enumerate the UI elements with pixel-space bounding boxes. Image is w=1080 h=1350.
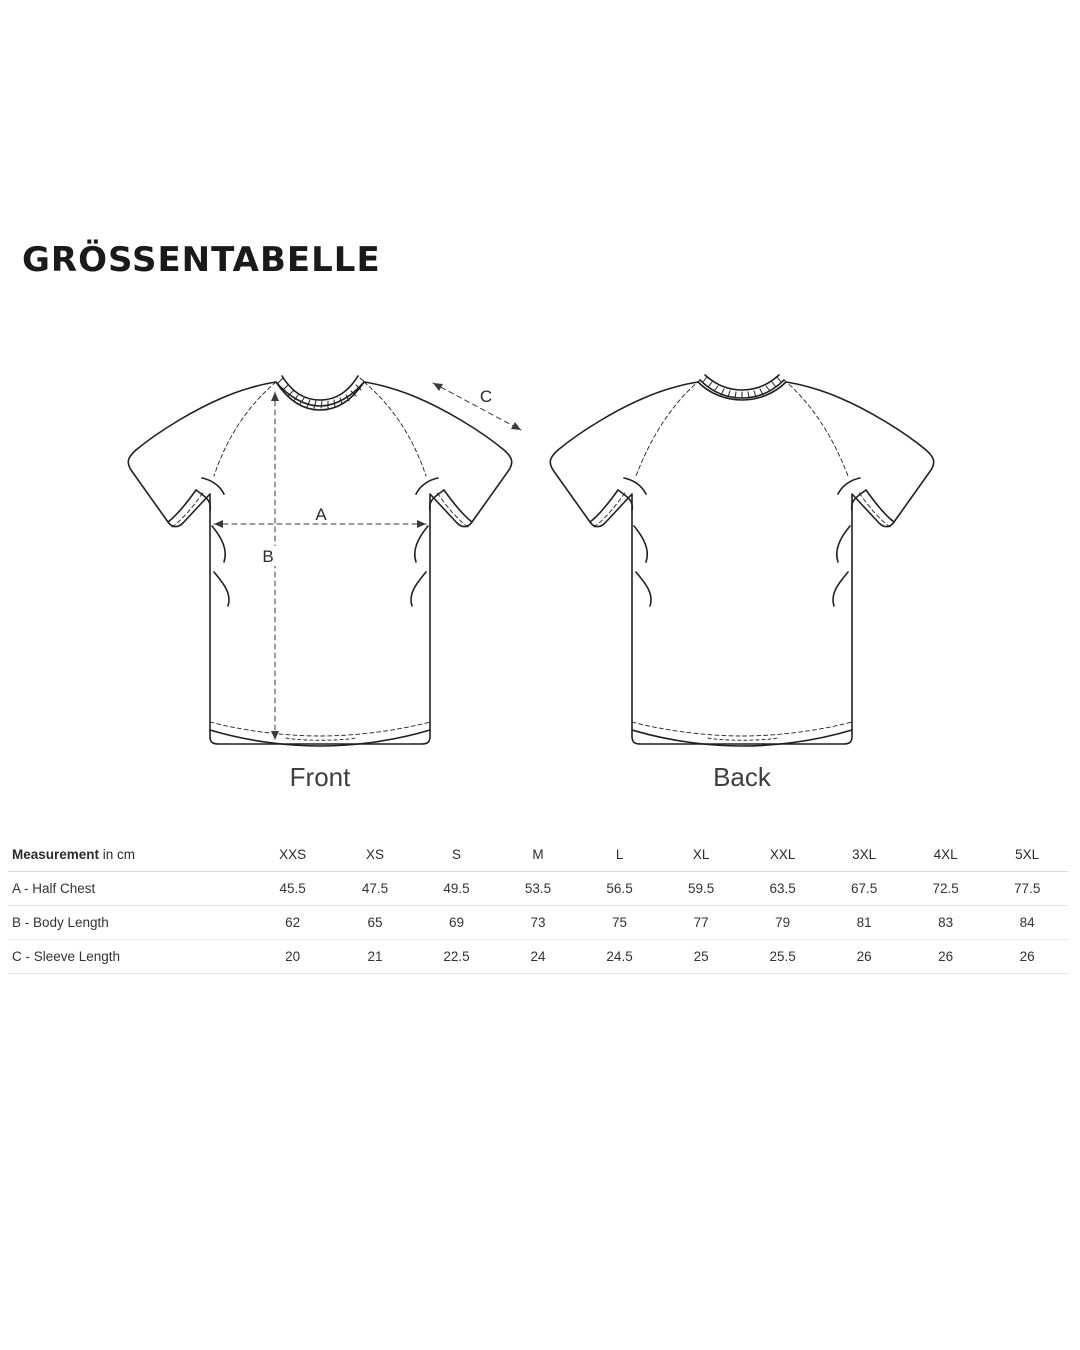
cell-body-length-s: 69 [416, 906, 498, 940]
page-title: GRÖSSENTABELLE [22, 240, 381, 280]
table-row [8, 940, 1068, 974]
cell-half-chest-s: 49.5 [416, 872, 498, 906]
row-label-half-chest: A - Half Chest [8, 872, 251, 906]
table-header-row [8, 838, 1068, 872]
cell-half-chest-m: 53.5 [497, 872, 579, 906]
cell-body-length-5xl: 84 [986, 906, 1068, 940]
cell-sleeve-length-3xl: 26 [823, 940, 905, 974]
tshirt-back-illustration [550, 375, 933, 746]
size-header-3xl: 3XL [823, 838, 905, 872]
cell-sleeve-length-5xl: 26 [986, 940, 1068, 974]
measurement-header-bold: Measurement [12, 847, 100, 862]
cell-half-chest-3xl: 67.5 [823, 872, 905, 906]
cell-sleeve-length-l: 24.5 [579, 940, 661, 974]
cell-body-length-xs: 65 [334, 906, 416, 940]
size-header-xxl: XXL [742, 838, 824, 872]
back-view-label: Back [713, 762, 771, 792]
callout-a-label: A [315, 505, 327, 524]
cell-sleeve-length-m: 24 [497, 940, 579, 974]
size-header-4xl: 4XL [905, 838, 987, 872]
row-label-body-length: B - Body Length [8, 906, 251, 940]
cell-body-length-xl: 77 [660, 906, 742, 940]
cell-half-chest-xl: 59.5 [660, 872, 742, 906]
measurement-column-header [8, 838, 251, 872]
cell-sleeve-length-xl: 25 [660, 940, 742, 974]
size-header-s: S [416, 838, 498, 872]
front-view-label: Front [289, 762, 351, 792]
size-header-xl: XL [660, 838, 742, 872]
size-chart-table [8, 838, 1068, 974]
tshirt-front-illustration [128, 376, 511, 746]
cell-half-chest-xxl: 63.5 [742, 872, 824, 906]
cell-half-chest-xxs: 45.5 [251, 872, 334, 906]
cell-half-chest-l: 56.5 [579, 872, 661, 906]
cell-sleeve-length-s: 22.5 [416, 940, 498, 974]
cell-body-length-xxs: 62 [251, 906, 334, 940]
row-label-sleeve-length: C - Sleeve Length [8, 940, 251, 974]
cell-half-chest-5xl: 77.5 [986, 872, 1068, 906]
size-header-m: M [497, 838, 579, 872]
cell-sleeve-length-4xl: 26 [905, 940, 987, 974]
tshirt-measurement-diagram [0, 350, 1080, 810]
cell-half-chest-xs: 47.5 [334, 872, 416, 906]
size-header-l: L [579, 838, 661, 872]
cell-sleeve-length-xs: 21 [334, 940, 416, 974]
table-row [8, 906, 1068, 940]
cell-sleeve-length-xxs: 20 [251, 940, 334, 974]
size-header-5xl: 5XL [986, 838, 1068, 872]
size-header-xxs: XXS [251, 838, 334, 872]
cell-body-length-3xl: 81 [823, 906, 905, 940]
size-header-xs: XS [334, 838, 416, 872]
cell-body-length-m: 73 [497, 906, 579, 940]
measurement-header-unit: in cm [99, 847, 136, 862]
cell-sleeve-length-xxl: 25.5 [742, 940, 824, 974]
cell-body-length-l: 75 [579, 906, 661, 940]
callout-c-label: C [479, 387, 493, 406]
cell-body-length-4xl: 83 [905, 906, 987, 940]
cell-body-length-xxl: 79 [742, 906, 824, 940]
table-row [8, 872, 1068, 906]
cell-half-chest-4xl: 72.5 [905, 872, 987, 906]
callout-b-label: B [262, 547, 274, 566]
